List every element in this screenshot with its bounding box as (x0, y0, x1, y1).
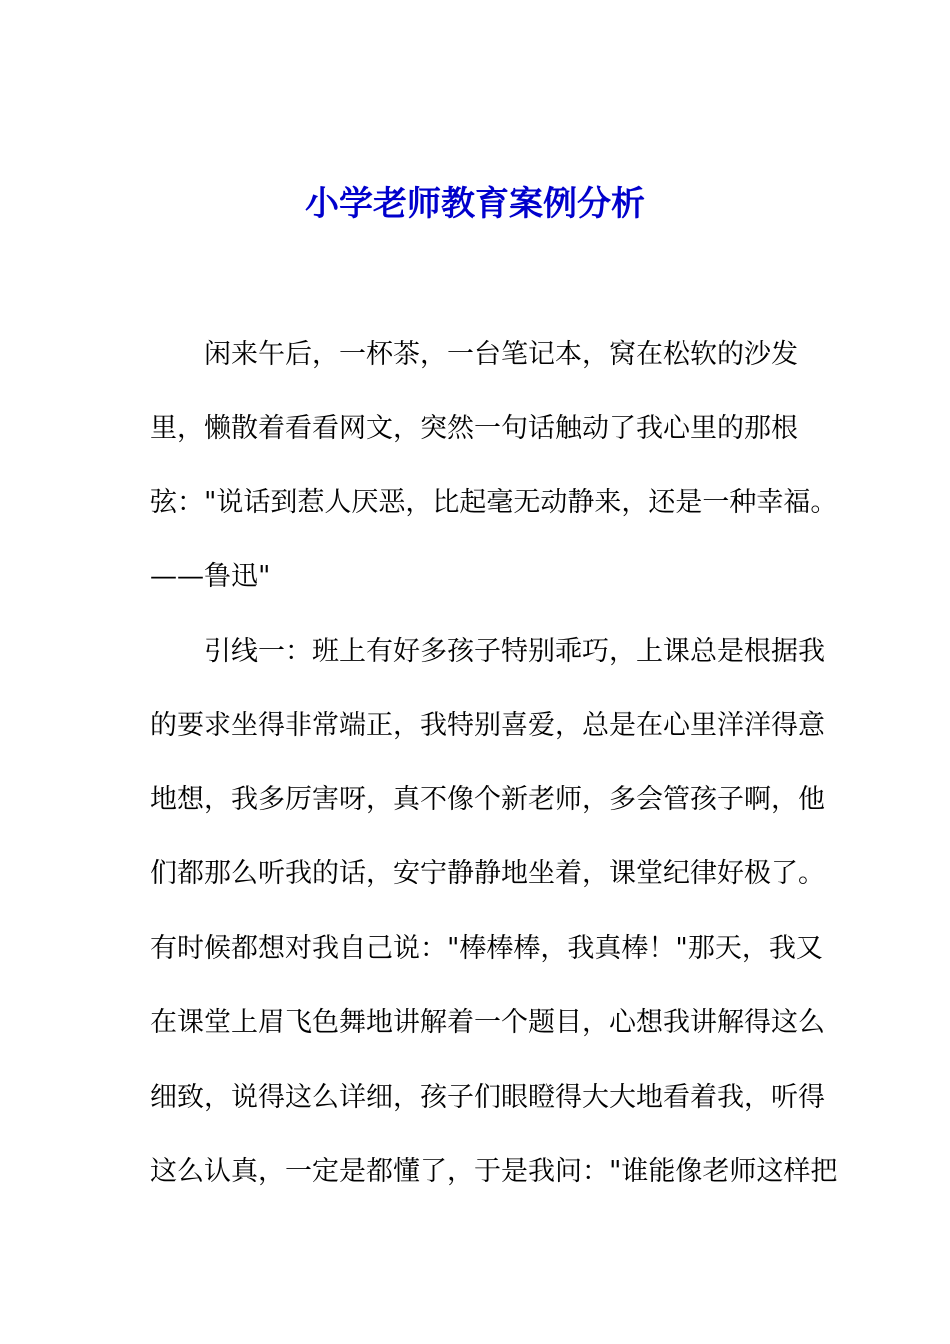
paragraph-line: 闲来午后，一杯茶，一台笔记本，窝在松软的沙发 (204, 339, 798, 370)
paragraph-line: 有时候都想对我自己说："棒棒棒，我真棒！"那天，我又 (150, 933, 823, 964)
paragraph-line: 里，懒散着看看网文，突然一句话触动了我心里的那根 (150, 413, 798, 444)
paragraph-line: 引线一：班上有好多孩子特别乖巧，上课总是根据我 (204, 636, 825, 667)
document-title: 小学老师教育案例分析 (305, 184, 645, 224)
paragraph-line: 弦："说话到惹人厌恶，比起毫无动静来，还是一种幸福。 (150, 487, 838, 518)
paragraph-line: 们都那么听我的话，安宁静静地坐着，课堂纪律好极了。 (150, 858, 825, 889)
paragraph-line: 这么认真，一定是都懂了，于是我问："谁能像老师这样把 (150, 1156, 838, 1187)
paragraph-line: 细致，说得这么详细，孩子们眼瞪得大大地看着我，听得 (150, 1082, 825, 1113)
paragraph-line: ——鲁迅" (150, 561, 271, 592)
paragraph-line: 的要求坐得非常端正，我特别喜爱，总是在心里洋洋得意 (150, 710, 825, 741)
paragraph-line: 在课堂上眉飞色舞地讲解着一个题目，心想我讲解得这么 (150, 1007, 825, 1038)
paragraph-line: 地想，我多厉害呀，真不像个新老师，多会管孩子啊，他 (150, 784, 825, 815)
